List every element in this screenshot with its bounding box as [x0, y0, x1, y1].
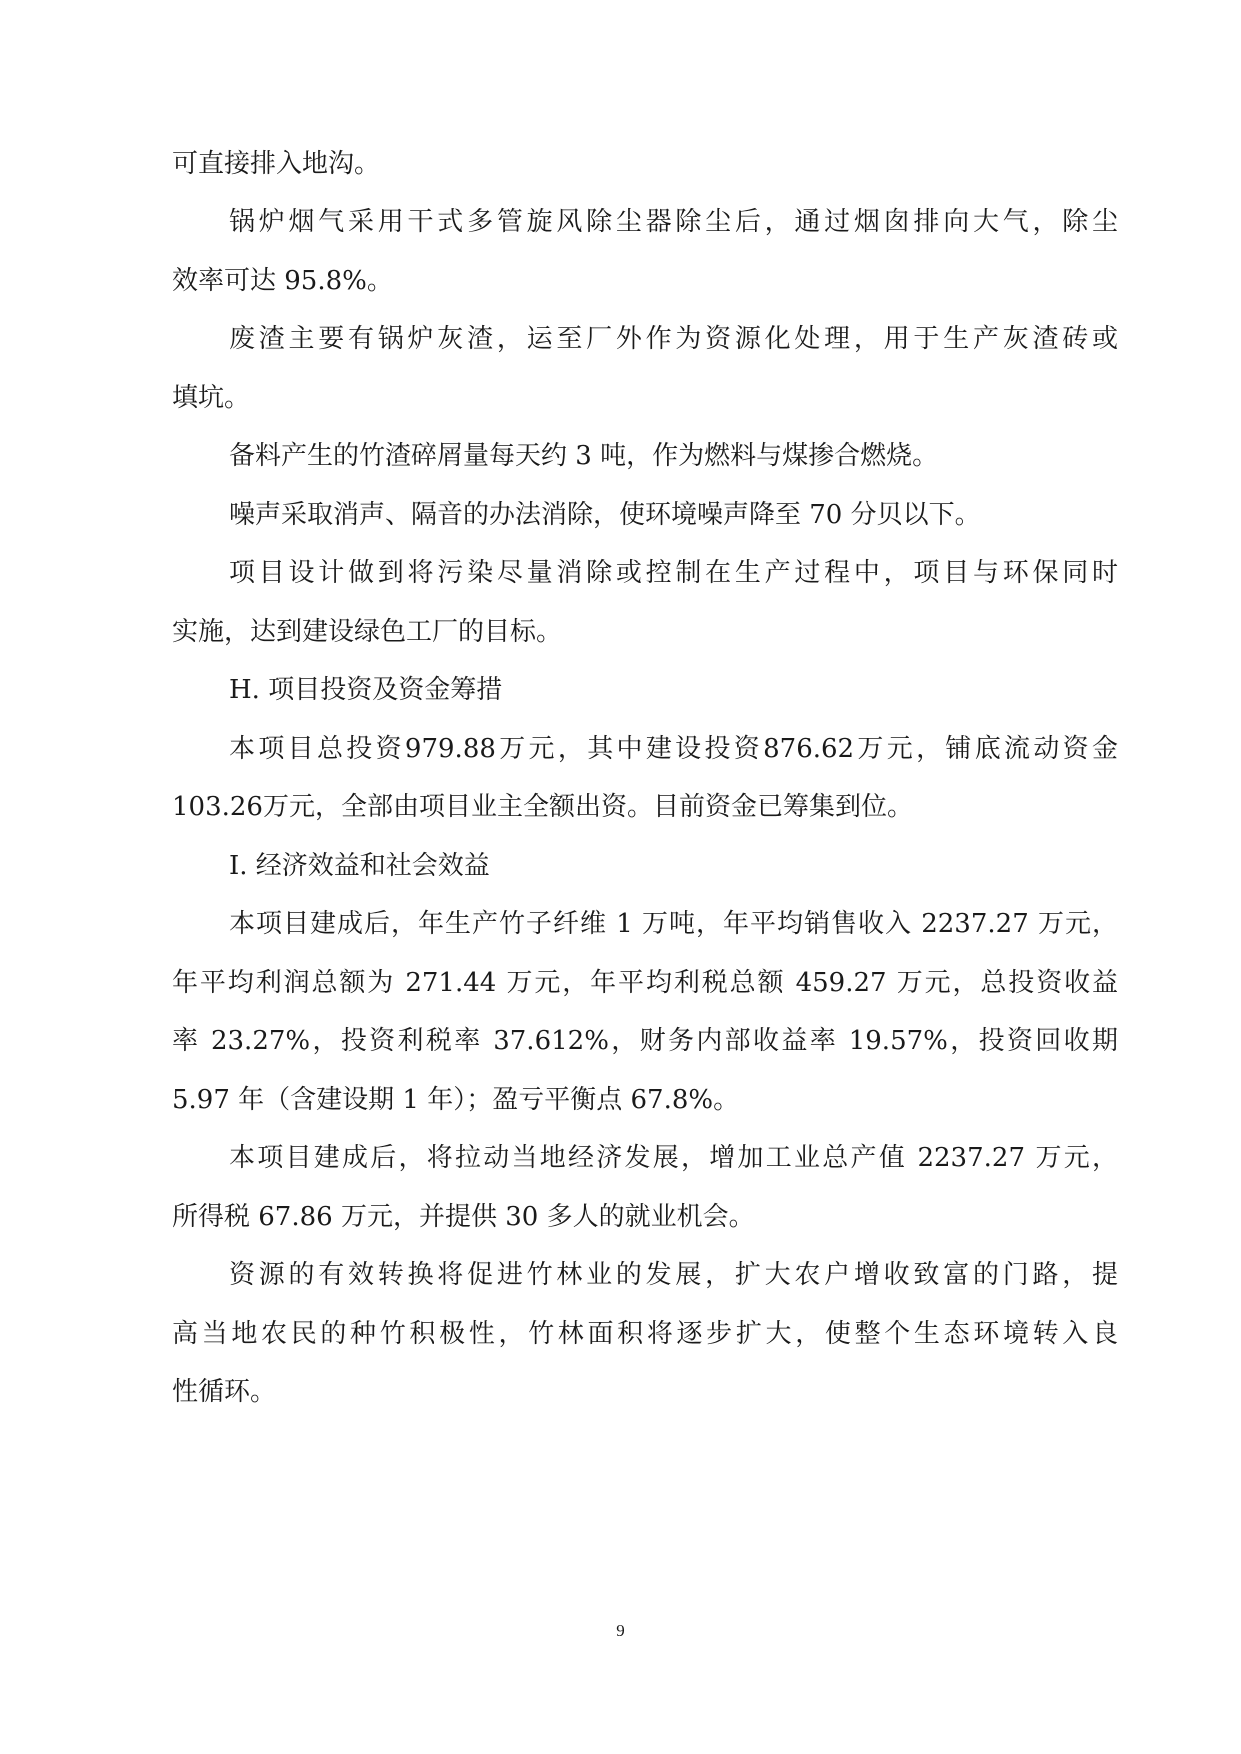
text-line: 效率可达 95.8%。 [172, 266, 393, 296]
text-line: 项目设计做到将污染尽量消除或控制在生产过程中，项目与环保同时 [229, 558, 1118, 588]
text-line: 本项目建成后，将拉动当地经济发展，增加工业总产值 2237.27 万元， [229, 1143, 1118, 1173]
section-heading: H. 项目投资及资金筹措 [229, 675, 503, 705]
text-line: 本项目总投资979.88万元，其中建设投资876.62万元，铺底流动资金 [229, 734, 1118, 764]
text-line: 所得税 67.86 万元，并提供 30 多人的就业机会。 [172, 1202, 755, 1232]
text-line: 锅炉烟气采用干式多管旋风除尘器除尘后，通过烟囱排向大气，除尘 [229, 207, 1118, 237]
text-line: 填坑。 [172, 383, 251, 413]
text-line: 实施，达到建设绿色工厂的目标。 [172, 617, 563, 647]
text-line: 噪声采取消声、隔音的办法消除，使环境噪声降至 70 分贝以下。 [229, 500, 981, 530]
text-line: 备料产生的竹渣碎屑量每天约 3 吨，作为燃料与煤掺合燃烧。 [229, 441, 939, 471]
page-number: 9 [616, 1621, 625, 1640]
text-line: 5.97 年（含建设期 1 年）；盈亏平衡点 67.8%。 [172, 1085, 740, 1115]
text-line: 废渣主要有锅炉灰渣，运至厂外作为资源化处理，用于生产灰渣砖或 [229, 324, 1118, 354]
text-line: 资源的有效转换将促进竹林业的发展，扩大农户增收致富的门路，提 [229, 1260, 1118, 1290]
section-heading: I. 经济效益和社会效益 [229, 851, 490, 881]
text-line: 高当地农民的种竹积极性，竹林面积将逐步扩大，使整个生态环境转入良 [172, 1319, 1118, 1349]
text-line: 可直接排入地沟。 [172, 149, 381, 179]
text-line: 率 23.27%，投资利税率 37.612%，财务内部收益率 19.57%，投资回收期 [172, 1026, 1118, 1056]
text-line: 103.26万元，全部由项目业主全额出资。目前资金已筹集到位。 [172, 792, 913, 822]
text-line: 本项目建成后，年生产竹子纤维 1 万吨，年平均销售收入 2237.27 万元， [229, 909, 1118, 939]
text-line: 性循环。 [172, 1377, 277, 1407]
text-line: 年平均利润总额为 271.44 万元，年平均利税总额 459.27 万元，总投资收益 [172, 968, 1118, 998]
